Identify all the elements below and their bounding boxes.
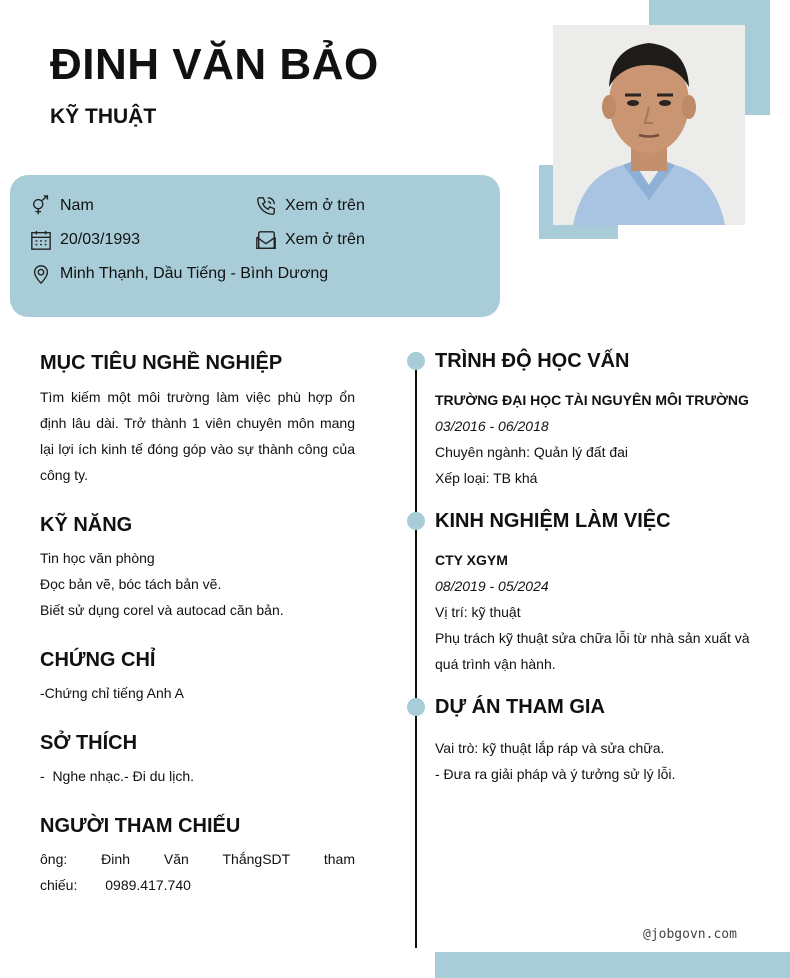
- decor-block-bottom: [435, 952, 790, 978]
- skills-list: [40, 545, 370, 623]
- education-title: TRÌNH ĐỘ HỌC VẤN: [435, 350, 630, 372]
- references-text: ông: Đinh Văn ThắngSDT tham chiếu: 0989.417.740: [40, 851, 355, 893]
- dob-value: 20/03/1993: [60, 231, 141, 248]
- phone-row: [255, 195, 365, 217]
- experience-date: 08/2019 - 05/2024: [435, 578, 549, 594]
- education-grade: Xếp loại: TB khá: [435, 470, 538, 486]
- project-line: Vai trò: kỹ thuật lắp ráp và sửa chữa.: [435, 740, 665, 756]
- objective-text: Tìm kiếm một môi trường làm việc phù hợp ổn định lâu dài. Trở thành 1 viên chuyên môn mang lại lợi ích kinh tế đóng góp vào sự thành công của công ty.: [40, 389, 355, 483]
- skill-item: Tin học văn phòng: [40, 550, 155, 566]
- calendar-icon: [30, 229, 52, 251]
- certificates-title: CHỨNG CHỈ: [40, 649, 156, 671]
- education-details: [435, 387, 765, 491]
- watermark: @jobgovn.com: [643, 927, 737, 942]
- location-icon: [30, 263, 52, 285]
- education-date: 03/2016 - 06/2018: [435, 418, 549, 434]
- skill-item: Biết sử dụng corel và autocad căn bản.: [40, 602, 284, 618]
- profile-photo: [553, 25, 745, 225]
- email-row: [255, 229, 365, 251]
- address-value: Minh Thạnh, Dầu Tiếng - Bình Dương: [60, 265, 329, 282]
- candidate-role: KỸ THUẬT: [50, 105, 157, 128]
- certificates-text: -Chứng chỉ tiếng Anh A: [40, 685, 185, 701]
- experience-details: [435, 547, 765, 677]
- education-major: Chuyên ngành: Quản lý đất đai: [435, 444, 629, 460]
- candidate-name: ĐINH VĂN BẢO: [50, 40, 379, 89]
- projects-details: [435, 735, 765, 787]
- timeline-dot: [407, 512, 425, 530]
- phone-value: Xem ở trên: [285, 197, 365, 214]
- dob-row: [30, 229, 140, 251]
- timeline-dot: [407, 698, 425, 716]
- mail-icon: [255, 229, 277, 251]
- timeline-line: [415, 352, 417, 948]
- experience-position: Vị trí: kỹ thuật: [435, 604, 521, 620]
- school-name: TRƯỜNG ĐẠI HỌC TÀI NGUYÊN MÔI TRƯỜNG: [435, 392, 749, 408]
- hobbies-title: SỞ THÍCH: [40, 732, 138, 754]
- objective-title: MỤC TIÊU NGHỀ NGHIỆP: [40, 352, 283, 374]
- skills-title: KỸ NĂNG: [40, 514, 133, 536]
- hobbies-text: - Nghe nhạc.- Đi du lịch.: [40, 768, 195, 784]
- references-title: NGƯỜI THAM CHIẾU: [40, 815, 241, 837]
- experience-title: KINH NGHIỆM LÀM VIỆC: [435, 510, 671, 532]
- skill-item: Đọc bản vẽ, bóc tách bản vẽ.: [40, 576, 222, 592]
- phone-icon: [255, 195, 277, 217]
- experience-description: Phụ trách kỹ thuật sửa chữa lỗi từ nhà sản xuất và quá trình vận hành.: [435, 630, 750, 672]
- gender-row: [30, 195, 94, 217]
- projects-title: DỰ ÁN THAM GIA: [435, 696, 605, 718]
- email-value: Xem ở trên: [285, 231, 365, 248]
- gender-value: Nam: [60, 197, 94, 214]
- address-row: [30, 263, 328, 285]
- company-name: CTY XGYM: [435, 552, 508, 568]
- project-line: - Đưa ra giải pháp và ý tưởng sử lý lỗi.: [435, 766, 676, 782]
- gender-icon: [30, 195, 52, 217]
- timeline-dot: [407, 352, 425, 370]
